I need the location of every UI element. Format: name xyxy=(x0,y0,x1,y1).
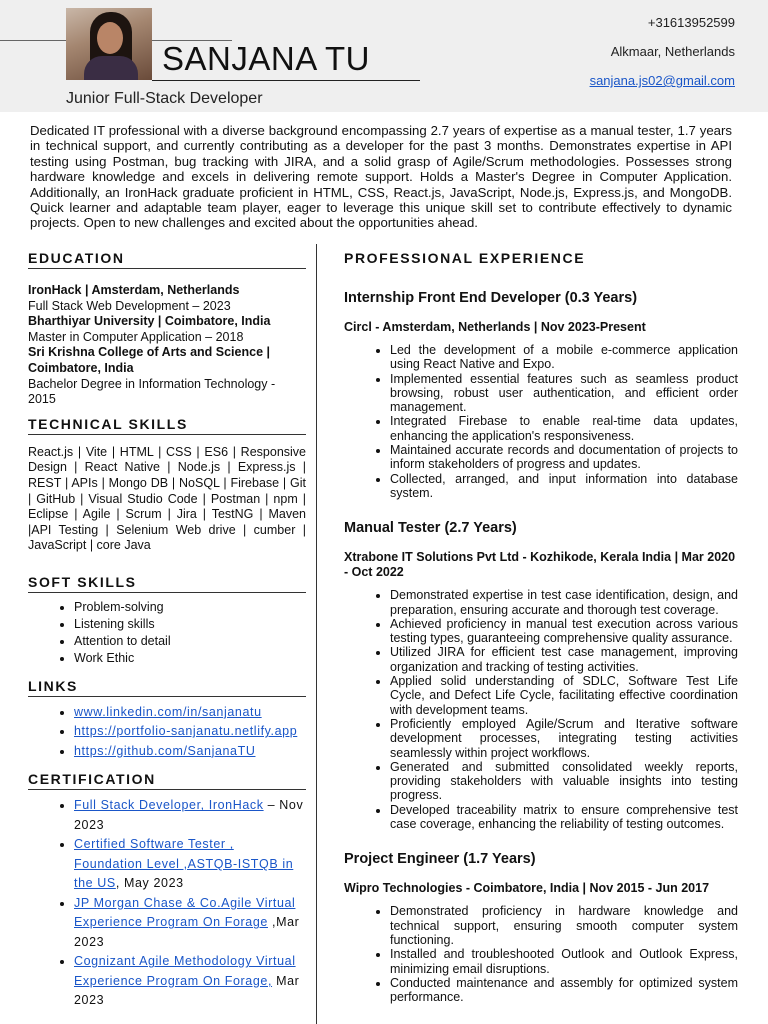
certification-date: – Nov 2023 xyxy=(74,798,304,832)
soft-skills-heading: SOFT SKILLS xyxy=(28,574,306,593)
list-item: • Attention to detail xyxy=(74,633,306,649)
certification-list xyxy=(28,796,306,1011)
left-column xyxy=(28,250,306,1011)
column-divider xyxy=(316,244,317,1024)
right-column xyxy=(344,250,738,1004)
phone-number: +31613952599 xyxy=(647,15,735,30)
profile-photo xyxy=(66,8,152,80)
list-item: • Demonstrated proficiency in hardware knowledge and technical support, ensuring smooth computer system functioning. xyxy=(390,904,738,947)
list-item: • Integrated Firebase to enable real-time data updates, enhancing the application's responsiveness. xyxy=(390,414,738,443)
profile-summary: Dedicated IT professional with a diverse background encompassing 2.7 years of expertise as a manual tester, 1.7 years in technical support, and currently contributing as a developer for the past 3 months. Demonstrates expertise in API testing using Postman, bug tracking with JIRA, and a solid grasp of Agile/Scrum methodologies. Possesses strong hardware knowledge and excels in delivering remote support. Holds a Master's Degree in Computer Application. Additionally, an IronHack graduate proficient in HTML, CSS, React.js, JavaScript, Node.js, Express.js, and MongoDB. Quick learner and adaptable team player, eager to leverage this unique skill set to contribute effectively to dynamic projects. Open to new challenges and excited about the opportunities ahead. xyxy=(30,123,732,231)
list-item: • Listening skills xyxy=(74,616,306,632)
job-bullets xyxy=(344,904,738,1004)
list-item: • Installed and troubleshooted Outlook and Outlook Express, minimizing email disruptions. xyxy=(390,947,738,976)
candidate-name: SANJANA TU xyxy=(162,40,370,77)
portfolio-link[interactable]: https://portfolio-sanjanatu.netlify.app xyxy=(74,724,298,739)
list-item: • Collected, arranged, and input information into database system. xyxy=(390,472,738,501)
job-role: Internship Front End Developer (0.3 Years) xyxy=(344,290,638,306)
location: Alkmaar, Netherlands xyxy=(610,44,735,59)
job-role: Manual Tester (2.7 Years) xyxy=(344,520,517,537)
linkedin-link[interactable]: www.linkedin.com/in/sanjanatu xyxy=(74,704,262,719)
job-bullets xyxy=(344,588,738,831)
certification-date: ,Mar 2023 xyxy=(74,915,300,949)
certification-date: Mar 2023 xyxy=(74,973,300,1008)
list-item: • Work Ethic xyxy=(74,650,306,666)
list-item: • Led the development of a mobile e-commerce application using React Native and Expo. xyxy=(390,343,738,372)
certification-link[interactable]: Cognizant Agile Methodology Virtual Experience Program On Forage, xyxy=(74,954,296,988)
job-company: Xtrabone IT Solutions Pvt Ltd - Kozhikode, Kerala India | Mar 2020 - Oct 2022 xyxy=(344,550,736,580)
email-link[interactable]: sanjana.js02@gmail.com xyxy=(589,73,735,88)
certification-link[interactable]: JP Morgan Chase & Co.Agile Virtual Experience Program On Forage xyxy=(74,895,296,930)
job-company: Wipro Technologies - Coimbatore, India | Nov 2015 - Jun 2017 xyxy=(344,881,710,896)
job-company: Circl - Amsterdam, Netherlands | Nov 2023-Present xyxy=(344,320,646,334)
education-list xyxy=(28,283,306,408)
certification-link[interactable]: Full Stack Developer, IronHack xyxy=(74,798,264,813)
education-degree: Full Stack Web Development – 2023 xyxy=(28,298,231,313)
job-role: Project Engineer (1.7 Years) xyxy=(344,851,536,868)
list-item: • Utilized JIRA for efficient test case management, improving organization and tracking of testing activities. xyxy=(390,645,738,674)
education-heading: EDUCATION xyxy=(28,250,306,269)
education-school: Sri Krishna College of Arts and Science | Coimbatore, India xyxy=(28,345,270,375)
soft-skills-list xyxy=(28,599,306,666)
list-item: • Maintained accurate records and documentation of projects to inform stakeholders of progress and updates. xyxy=(390,443,738,472)
list-item: • Problem-solving xyxy=(74,599,306,615)
education-degree: Bachelor Degree in Information Technology - 2015 xyxy=(28,376,276,407)
github-link[interactable]: https://github.com/SanjanaTU xyxy=(74,743,256,758)
certification-link[interactable]: Certified Software Tester , Foundation Level ,ASTQB-ISTQB in the US xyxy=(74,837,294,891)
list-item: • Implemented essential features such as seamless product browsing, robust user authentication, and efficient order management. xyxy=(390,372,738,415)
links-list xyxy=(28,703,306,762)
list-item: • Conducted maintenance and assembly for optimized system performance. xyxy=(390,976,738,1005)
list-item: • Achieved proficiency in manual test execution across various testing types, guaranteeing comprehensive quality assurance. xyxy=(390,617,738,646)
list-item: • Developed traceability matrix to ensure comprehensive test case coverage, enhancing the reliability of testing outcomes. xyxy=(390,803,738,832)
experience-heading: PROFESSIONAL EXPERIENCE xyxy=(344,250,586,266)
list-item: • Generated and submitted consolidated weekly reports, providing stakeholders with valuable insights into testing progress. xyxy=(390,760,738,803)
technical-skills-text: React.js | Vite | HTML | CSS | ES6 | Responsive Design | React Native | Node.js | Express.js | REST | APIs | Mongo DB | NoSQL | Firebase | Git | GitHub | Visual Studio Code | Postman | npm | Eclipse | Agile | Scrum | Jira | TestNG | Maven |API Testing | Selenium Web drive | cumber | JavaScript | core Java xyxy=(28,444,306,553)
education-school: IronHack | Amsterdam, Netherlands xyxy=(28,283,240,297)
header-rule-left xyxy=(0,40,66,41)
job-title: Junior Full-Stack Developer xyxy=(66,90,263,107)
list-item: • Applied solid understanding of SDLC, Software Test Life Cycle, and Defect Life Cycle, facilitating effective coordination with development teams. xyxy=(390,674,738,717)
certification-date: , May 2023 xyxy=(115,876,184,891)
certification-heading: CERTIFICATION xyxy=(28,771,306,790)
links-heading: LINKS xyxy=(28,678,306,697)
education-degree: Master in Computer Application – 2018 xyxy=(28,329,244,344)
job-bullets xyxy=(344,343,738,500)
name-underline xyxy=(152,80,420,81)
technical-skills-heading: TECHNICAL SKILLS xyxy=(28,416,306,435)
education-school: Bharthiyar University | Coimbatore, India xyxy=(28,314,271,329)
list-item: • Proficiently employed Agile/Scrum and Iterative software development processes, integrating testing activities seamlessly within project workflows. xyxy=(390,717,738,760)
list-item: • Demonstrated expertise in test case identification, design, and preparation, ensuring accurate and thorough test coverage. xyxy=(390,588,738,617)
